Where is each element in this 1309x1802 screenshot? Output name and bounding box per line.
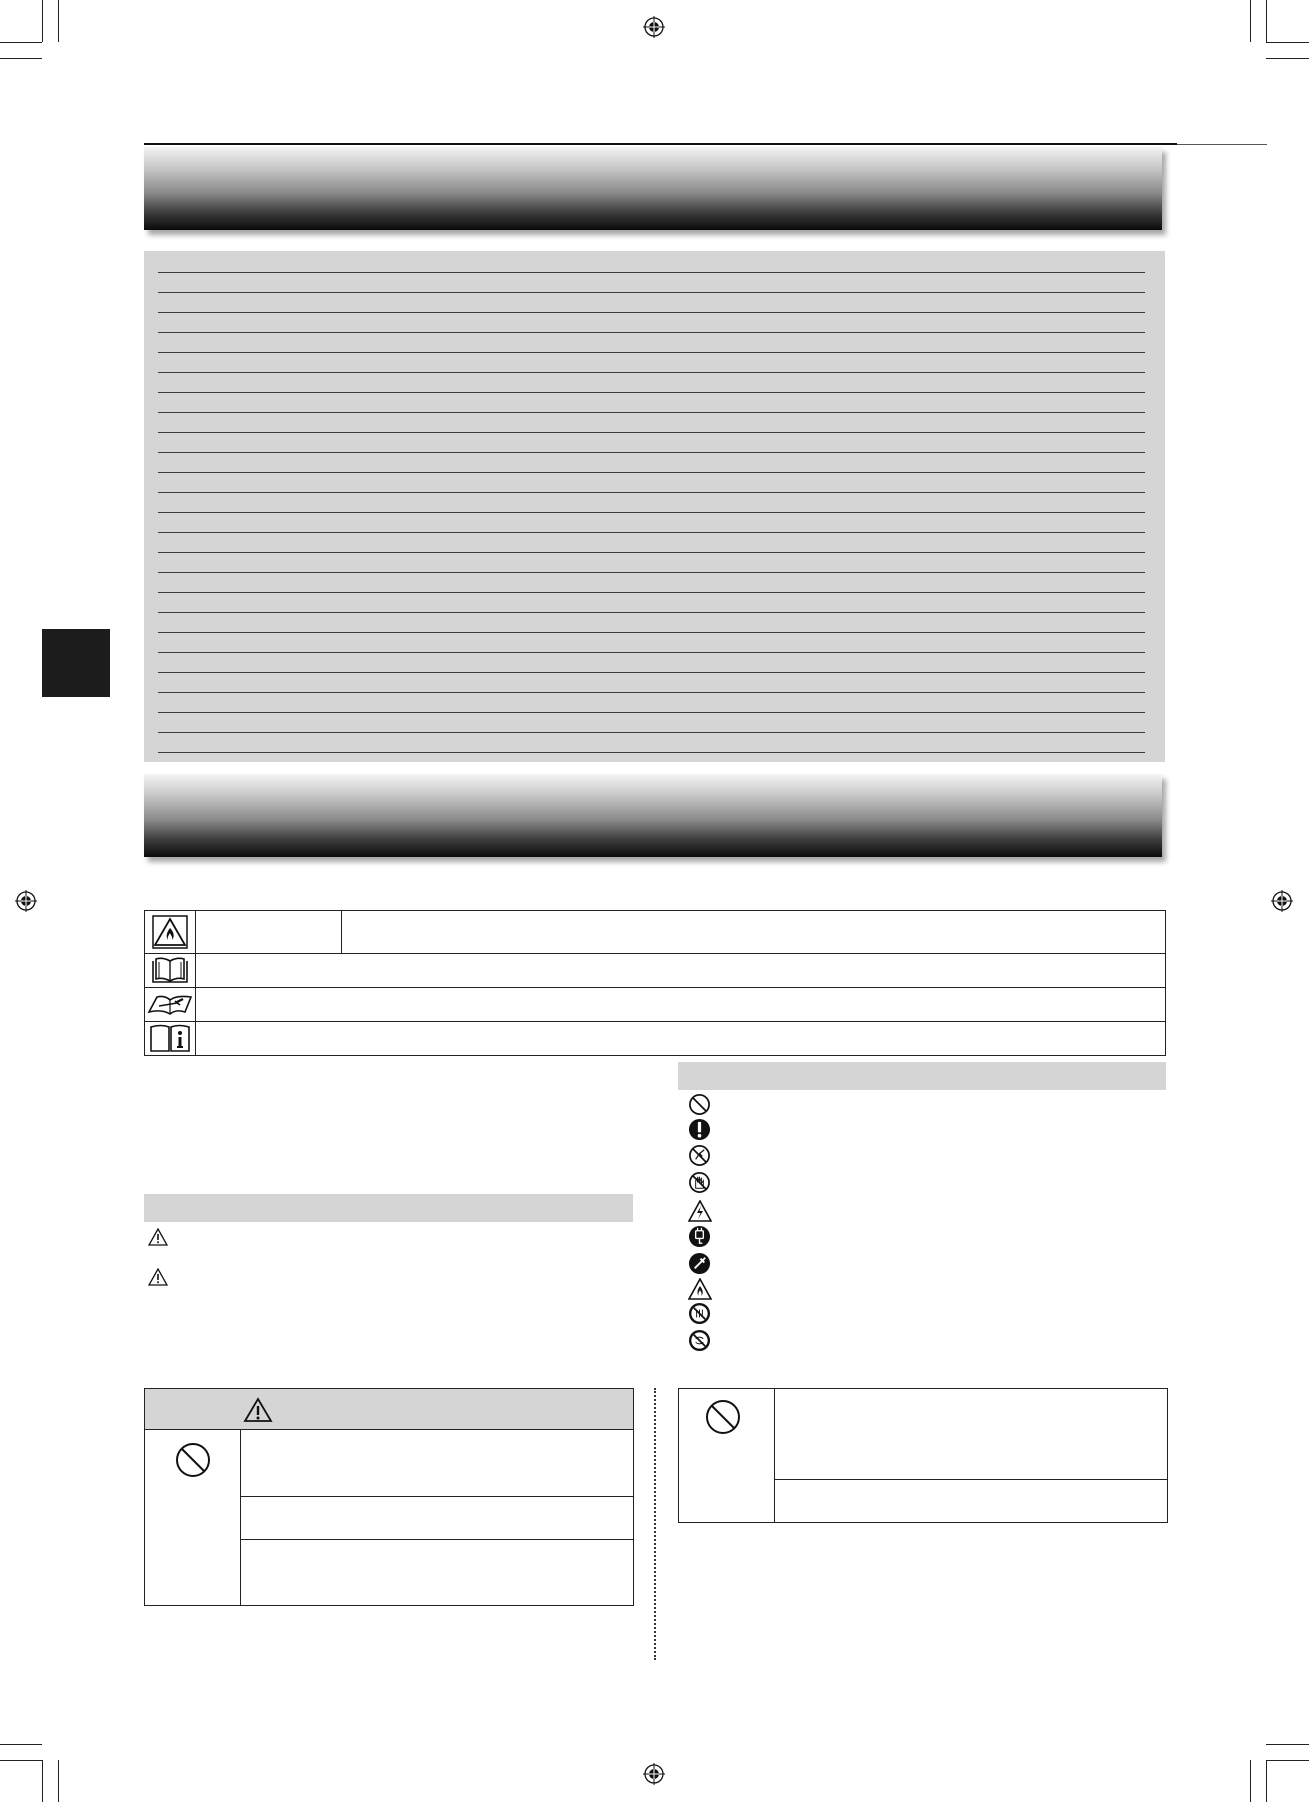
warning-panel-divider (240, 1430, 241, 1605)
prohibition-row-divider (775, 1479, 1167, 1480)
warning-triangle-icon (243, 1397, 273, 1423)
header-rule (144, 143, 1177, 145)
electric-shock-icon (688, 1200, 712, 1222)
no-disassemble-icon (688, 1329, 711, 1352)
prohibited-icon (175, 1442, 211, 1478)
mandatory-icon (688, 1118, 711, 1141)
toc-entry-line (158, 452, 1145, 453)
toc-entry-line (158, 392, 1145, 393)
toc-entry-line (158, 472, 1145, 473)
registration-mark-right (1271, 890, 1293, 912)
symbol-cell (145, 988, 196, 1022)
warning-panel (144, 1388, 634, 1606)
toc-entry-line (158, 432, 1145, 433)
toc-entry-line (158, 672, 1145, 673)
language-side-tab (42, 629, 110, 697)
prohibition-panel-divider (774, 1389, 775, 1522)
toc-entry-line (158, 692, 1145, 693)
toc-entry-line (158, 712, 1145, 713)
no-water-icon (688, 1302, 711, 1325)
registration-mark-left (15, 890, 37, 912)
toc-entry-line (158, 292, 1145, 293)
symbol-description-cell (342, 911, 1166, 954)
toc-entry-line (158, 572, 1145, 573)
crop-mark (58, 0, 59, 42)
header-rule-extension (1177, 144, 1267, 145)
table-of-contents (144, 251, 1165, 762)
crop-mark (0, 1744, 42, 1745)
crop-mark (1250, 0, 1251, 42)
crop-mark (1266, 1760, 1267, 1802)
symbol-description-cell (196, 1022, 1166, 1056)
registration-mark-bottom (643, 1763, 665, 1785)
crop-mark (1250, 1760, 1251, 1802)
crop-mark (42, 0, 43, 42)
ground-icon (688, 1252, 711, 1275)
toc-entry-line (158, 492, 1145, 493)
toc-entry-line (158, 612, 1145, 613)
crop-mark (0, 1760, 42, 1761)
info-manual-icon (149, 1024, 191, 1054)
crop-mark (42, 1760, 43, 1802)
symbol-description-cell (196, 988, 1166, 1022)
crop-mark (1266, 0, 1267, 42)
symbol-explanation-table (144, 910, 1166, 1056)
warning-panel-header (145, 1389, 633, 1430)
toc-entry-line (158, 752, 1145, 753)
toc-entry-line (158, 352, 1145, 353)
prohibition-panel (678, 1388, 1168, 1523)
prohibited-icon (705, 1399, 741, 1435)
no-wet-hands-icon (688, 1171, 711, 1194)
toc-entry-line (158, 512, 1145, 513)
crop-mark (1266, 1760, 1309, 1761)
crop-mark (0, 58, 42, 59)
symbol-label-cell (196, 911, 342, 954)
flammable-icon (688, 1278, 712, 1300)
warning-row-divider (241, 1539, 633, 1540)
column-separator (654, 1388, 656, 1660)
prohibited-icon (688, 1093, 711, 1116)
flammable-warning-icon (152, 915, 188, 949)
section-banner-safety (144, 774, 1162, 857)
warning-row-divider (241, 1496, 633, 1497)
crop-mark (58, 1760, 59, 1802)
caution-triangle-icon (148, 1268, 168, 1286)
crop-mark (1266, 1744, 1309, 1745)
signal-words-heading (144, 1194, 633, 1222)
symbols-legend-heading (678, 1062, 1166, 1090)
toc-entry-line (158, 532, 1145, 533)
toc-entry-line (158, 592, 1145, 593)
crop-mark (1266, 42, 1309, 43)
symbol-description-cell (196, 954, 1166, 988)
toc-entry-line (158, 332, 1145, 333)
toc-entry-line (158, 732, 1145, 733)
registration-mark-top (643, 16, 665, 38)
unplug-icon (688, 1225, 711, 1248)
toc-entry-line (158, 552, 1145, 553)
service-manual-icon (147, 992, 193, 1018)
toc-entry-line (158, 312, 1145, 313)
toc-entry-line (158, 372, 1145, 373)
caution-triangle-icon (148, 1228, 168, 1246)
no-touch-icon (688, 1144, 711, 1167)
crop-mark (0, 42, 42, 43)
symbol-cell (145, 954, 196, 988)
toc-entry-line (158, 652, 1145, 653)
section-banner-contents (144, 147, 1162, 230)
toc-entry-line (158, 412, 1145, 413)
toc-entry-line (158, 632, 1145, 633)
manual-book-icon (150, 957, 190, 985)
symbol-cell (145, 1022, 196, 1056)
toc-entry-line (158, 272, 1145, 273)
crop-mark (1266, 58, 1309, 59)
symbol-cell (145, 911, 196, 954)
